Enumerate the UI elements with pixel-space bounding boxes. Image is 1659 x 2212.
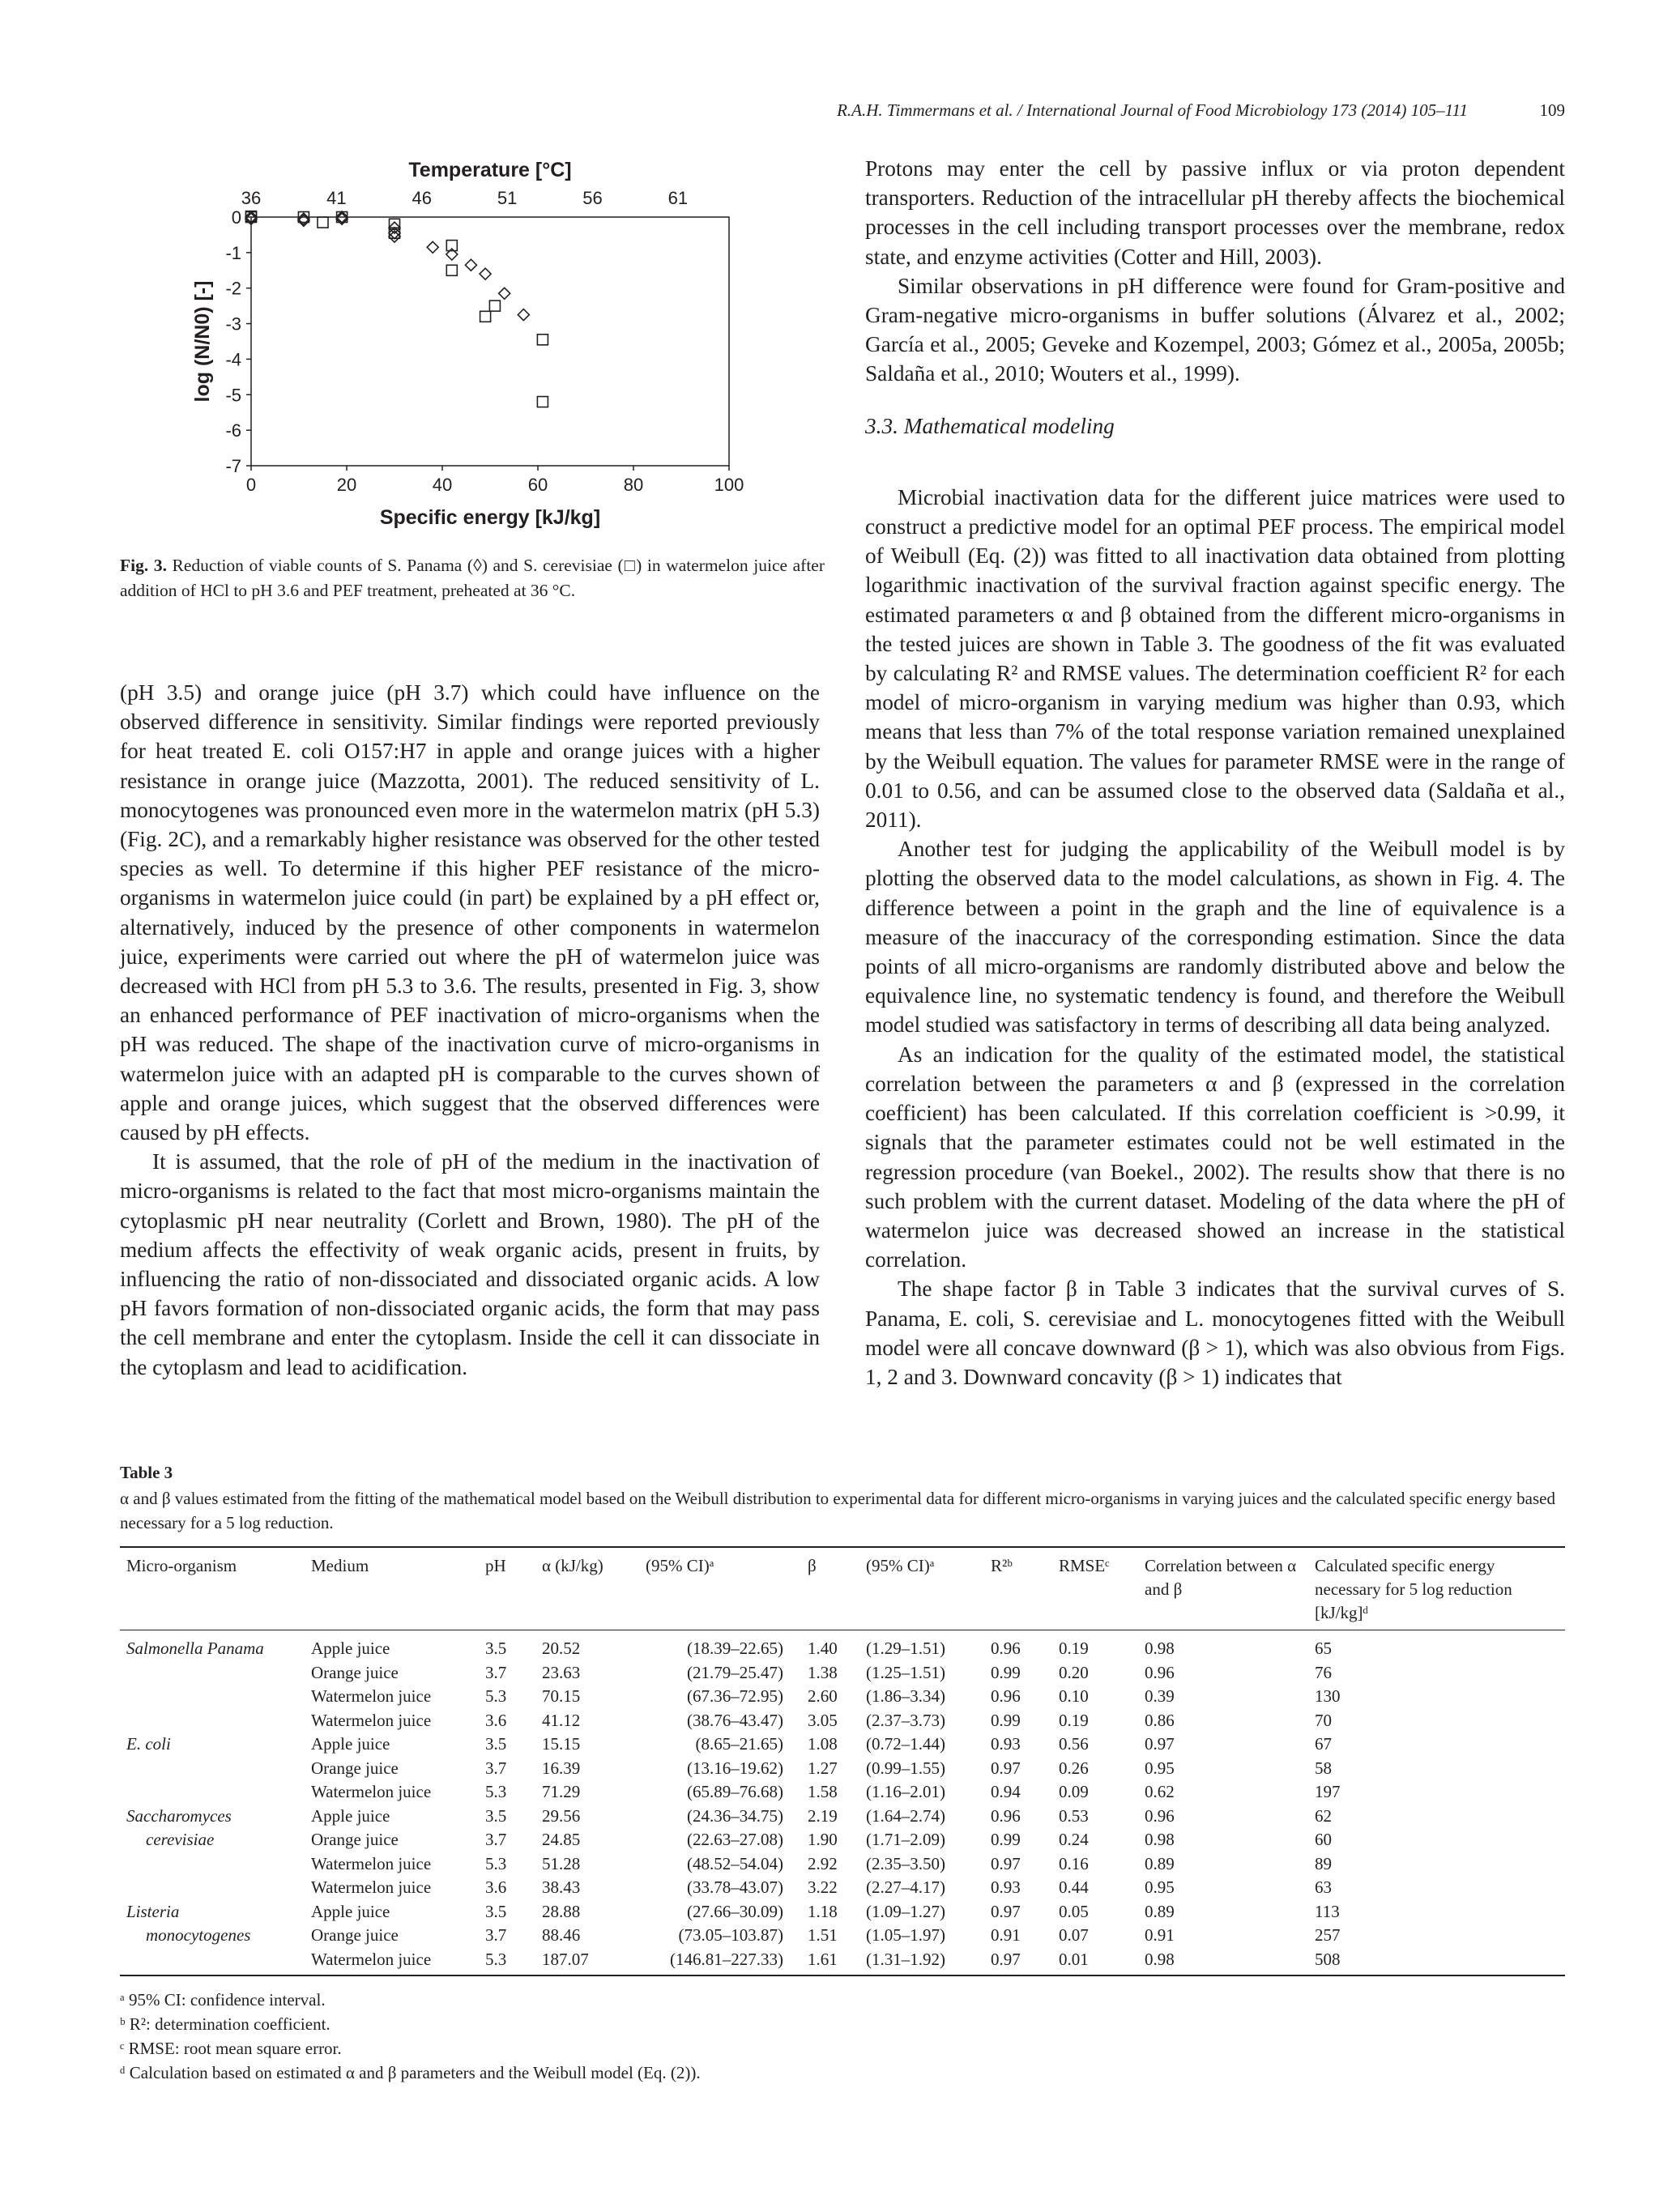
table-cell: Watermelon juice: [311, 1710, 432, 1730]
table-cell: (21.79–25.47): [687, 1662, 783, 1682]
y-tick-label: -4: [225, 349, 241, 370]
table-cell: 130: [1315, 1686, 1341, 1706]
table-row: [120, 1924, 1565, 1948]
table-cell: 197: [1315, 1782, 1341, 1801]
table-cell: 0.97: [1145, 1734, 1175, 1754]
table-cell: (8.65–21.65): [695, 1734, 783, 1754]
paragraph: The shape factor β in Table 3 indicates that the survival curves of S. Panama, E. coli, S. cerevisiae and L. monocytogenes fitted with the Weibull model were all concave downward (β > 1), which was also obvious from Figs. 1, 2 and 3. Downward concavity (β > 1) indicates that: [865, 1276, 1565, 1389]
table-cell: 3.6: [485, 1877, 507, 1897]
table-footnotes: [120, 1988, 1565, 2085]
table-cell: (1.05–1.97): [866, 1925, 945, 1945]
table-cell: Orange juice: [311, 1758, 399, 1778]
table-cell: 1.61: [808, 1949, 838, 1969]
table-cell: 29.56: [542, 1805, 581, 1826]
y-tick-label: -3: [225, 313, 241, 335]
column-header: RMSEᶜ: [1059, 1556, 1110, 1575]
table-cell: 0.62: [1145, 1782, 1175, 1801]
x-axis-title: Specific energy [kJ/kg]: [379, 506, 601, 529]
table-cell: 5.3: [485, 1782, 507, 1801]
table-row: [120, 1709, 1565, 1733]
data-point-s-cerevisiae: [480, 311, 491, 322]
y-axis-title: log (N/N0) [-]: [191, 280, 214, 403]
table-cell: 1.27: [808, 1758, 838, 1778]
table-cell: Watermelon juice: [311, 1853, 432, 1873]
table-cell: 0.05: [1059, 1901, 1089, 1921]
table-cell: Apple juice: [311, 1901, 390, 1921]
paragraph: Protons may enter the cell by passive influx or via proton dependent transporters. Reduction of the intracellular pH thereby affects the biochemical processes in the cell including transport processes over the membrane, redox state, and enzyme activities (Cotter and Hill, 2003).: [865, 156, 1565, 269]
table-cell: 89: [1315, 1853, 1332, 1873]
top-tick-label: 56: [582, 188, 603, 208]
table-cell: (1.64–2.74): [866, 1805, 945, 1826]
table-cell: 0.26: [1059, 1758, 1089, 1778]
table-cell: 3.7: [485, 1758, 507, 1778]
table-cell: 0.97: [991, 1901, 1021, 1921]
table-cell: 1.38: [808, 1662, 838, 1682]
table-cell: 1.08: [808, 1734, 838, 1754]
table-cell: 0.91: [1145, 1925, 1175, 1945]
table-cell: Orange juice: [311, 1925, 399, 1945]
table-cell: (1.25–1.51): [866, 1662, 945, 1682]
figure-caption-label: Fig. 3.: [120, 556, 167, 575]
table-cell: 0.53: [1059, 1805, 1089, 1826]
data-point-s-cerevisiae: [318, 217, 328, 228]
table-cell: 0.96: [991, 1639, 1021, 1658]
table-cell: 3.05: [808, 1710, 838, 1730]
table-cell: 113: [1315, 1901, 1340, 1921]
running-head: R.A.H. Timmermans et al. / International Journal of Food Microbiology 173 (2014) 105–111: [837, 100, 1468, 120]
table-cell: 1.58: [808, 1782, 838, 1801]
table-cell: 0.07: [1059, 1925, 1089, 1945]
x-tick-label: 60: [527, 475, 548, 495]
table-cell: 3.5: [485, 1639, 507, 1658]
table-cell: 0.95: [1145, 1877, 1175, 1897]
y-tick-label: -7: [225, 456, 241, 476]
table-cell: 24.85: [542, 1830, 581, 1849]
table-cell: 0.44: [1059, 1877, 1089, 1897]
running-header: [120, 100, 1565, 133]
table-cell: Salmonella Panama: [126, 1639, 264, 1658]
table-cell: 0.98: [1145, 1830, 1175, 1849]
table-cell: (1.86–3.34): [866, 1686, 945, 1706]
table-cell: 51.28: [542, 1853, 581, 1873]
table-cell: 63: [1315, 1877, 1332, 1897]
x-tick-label: 100: [714, 475, 744, 495]
column-header: Correlation between α and β: [1145, 1556, 1297, 1599]
table-cell: (2.37–3.73): [866, 1710, 945, 1730]
table-header-row: [120, 1547, 1565, 1630]
column-header: (95% CI)ᵃ: [866, 1556, 935, 1575]
table-cell: 0.09: [1059, 1782, 1089, 1801]
column-header: R²ᵇ: [991, 1556, 1013, 1575]
table-cell: (33.78–43.07): [687, 1877, 783, 1897]
table-cell: Orange juice: [311, 1662, 399, 1682]
table-cell: 1.90: [808, 1830, 838, 1849]
table-cell: 3.6: [485, 1710, 507, 1730]
table-cell: 76: [1315, 1662, 1332, 1682]
table-cell: [120, 1757, 305, 1781]
table-cell: 1.40: [808, 1639, 838, 1658]
table-cell: 0.19: [1059, 1639, 1089, 1658]
table-row: [120, 1661, 1565, 1686]
fig3-chart: [120, 146, 825, 551]
table-row: [120, 1780, 1565, 1805]
table-row: [120, 1876, 1565, 1900]
data-point-s-cerevisiae: [537, 335, 548, 345]
top-axis-title: Temperature [°C]: [408, 159, 572, 181]
table-row: [120, 1948, 1565, 1976]
table-cell: Orange juice: [311, 1830, 399, 1849]
y-tick-label: -5: [225, 385, 241, 406]
table-cell: 62: [1315, 1805, 1332, 1826]
table-cell: (1.16–2.01): [866, 1782, 945, 1801]
left-column: [120, 678, 820, 1382]
table-cell: 16.39: [542, 1758, 581, 1778]
table-cell: 0.96: [1145, 1805, 1175, 1826]
paragraph: Similar observations in pH difference were found for Gram-positive and Gram-negative micro-organisms in buffer solutions (Álvarez et al., 2002; García et al., 2005; Geveke and Kozempel, 2003; Gómez et al., 2005a, 2005b; Saldaña et al., 2010; Wouters et al., 1999).: [865, 273, 1565, 386]
table-cell: [120, 1876, 305, 1900]
table-cell: 70.15: [542, 1686, 581, 1706]
table-cell: E. coli: [126, 1734, 171, 1754]
column-header: (95% CI)ᵃ: [646, 1556, 714, 1575]
table-label: Table 3: [120, 1463, 173, 1482]
paragraph: Another test for judging the applicability of the Weibull model is by plotting the observed data to the model calculations, as shown in Fig. 4. The difference between a point in the graph and the line of equivalence is a measure of the inaccuracy of the corresponding estimation. Since the data points of all micro-organisms are randomly distributed above and below the equivalence line, no systematic tendency is found, and therefore the Weibull model studied was satisfactory in terms of describing all data being analyzed.: [865, 837, 1565, 1038]
table-cell: 3.5: [485, 1901, 507, 1921]
data-point-s-panama: [427, 241, 438, 253]
table-cell: 0.39: [1145, 1686, 1175, 1706]
table-cell: (1.71–2.09): [866, 1830, 945, 1849]
data-point-s-panama: [465, 259, 476, 271]
table-cell: 0.93: [991, 1877, 1021, 1897]
paragraph: It is assumed, that the role of pH of the medium in the inactivation of micro-organisms is related to the fact that most micro-organisms maintain the cytoplasmic pH near neutrality (Corlett and Brown, 1980). The pH of the medium affects the effectivity of weak organic acids, present in fruits, by influencing the ratio of non-dissociated and dissociated organic acids. A low pH favors formation of non-dissociated organic acids, the form that may pass the cell membrane and enter the cytoplasm. Inside the cell it can dissociate in the cytoplasm and lead to acidification.: [120, 1149, 820, 1379]
paragraph: (pH 3.5) and orange juice (pH 3.7) which could have influence on the observed difference in sensitivity. Similar findings were reported previously for heat treated E. coli O157:H7 in apple and orange juices with a higher resistance in orange juice (Mazzotta, 2001). The reduced sensitivity of L. monocytogenes was pronounced even more in the watermelon matrix (pH 5.3) (Fig. 2C), and a remarkably higher resistance was observed for the other tested species as well. To determine if this higher PEF resistance of the micro-organisms in watermelon juice could (in part) be explained by a pH effect or, alternatively, induced by the presence of other components in watermelon juice, experiments were carried out where the pH of watermelon juice was decreased with HCl from pH 5.3 to 3.6. The results, presented in Fig. 3, show an enhanced performance of PEF inactivation of micro-organisms when the pH was reduced. The shape of the inactivation curve of micro-organisms in watermelon juice with an adapted pH is comparable to the curves shown of apple and orange juices, which suggest that the observed differences were caused by pH effects.: [120, 680, 820, 1145]
table-cell: 0.94: [991, 1782, 1021, 1801]
table-cell: cerevisiae: [146, 1830, 215, 1849]
table-cell: (73.05–103.87): [678, 1925, 783, 1945]
table-cell: (22.63–27.08): [687, 1830, 783, 1849]
table-row: [120, 1828, 1565, 1852]
table-cell: [120, 1661, 305, 1686]
table-cell: 0.97: [991, 1853, 1021, 1873]
table-row: [120, 1685, 1565, 1709]
top-tick-label: 41: [326, 188, 347, 208]
table-cell: Apple juice: [311, 1805, 390, 1826]
table-cell: 0.89: [1145, 1853, 1175, 1873]
table-cell: 3.7: [485, 1925, 507, 1945]
table-cell: 0.97: [991, 1758, 1021, 1778]
table-cell: (1.29–1.51): [866, 1639, 945, 1658]
table-row: [120, 1805, 1565, 1829]
table-cell: 0.98: [1145, 1949, 1175, 1969]
table-cell: (0.99–1.55): [866, 1758, 945, 1778]
table-cell: [120, 1948, 305, 1976]
x-tick-label: 40: [432, 475, 453, 495]
table-row: [120, 1757, 1565, 1781]
table-cell: 0.91: [991, 1925, 1021, 1945]
table-cell: [120, 1780, 305, 1805]
footnote: ᵃ 95% CI: confidence interval.: [120, 1990, 326, 2010]
table-cell: Watermelon juice: [311, 1686, 432, 1706]
x-tick-label: 80: [623, 475, 644, 495]
top-tick-label: 61: [667, 188, 689, 208]
table-cell: (13.16–19.62): [687, 1758, 783, 1778]
table-cell: Listeria: [126, 1901, 180, 1921]
table-cell: 0.19: [1059, 1710, 1089, 1730]
table-cell: (1.09–1.27): [866, 1901, 945, 1921]
footnote: ᵇ R²: determination coefficient.: [120, 2014, 331, 2034]
table-caption: α and β values estimated from the fitting of the mathematical model based on the Weibull distribution to experimental data for different micro-organisms in varying juices and the calculated specific energy based necessary for a 5 log reduction.: [120, 1489, 1555, 1532]
data-point-s-panama: [499, 288, 510, 299]
top-tick-label: 51: [497, 188, 518, 208]
column-header: Calculated specific energy necessary for 5 log reduction [kJ/kg]ᵈ: [1315, 1556, 1512, 1622]
table-cell: 508: [1315, 1949, 1341, 1969]
figure-caption-text: Reduction of viable counts of S. Panama (◊) and S. cerevisiae (□) in watermelon juice after addition of HCl to pH 3.6 and PEF treatment, preheated at 36 °C.: [120, 556, 825, 600]
table-cell: 28.88: [542, 1901, 581, 1921]
table-cell: [120, 1852, 305, 1877]
table-3: [120, 1463, 1565, 2085]
table-cell: [120, 1685, 305, 1709]
figure-3: [120, 146, 825, 607]
data-point-s-panama: [518, 309, 529, 321]
table-cell: 0.93: [991, 1734, 1021, 1754]
table-cell: 0.95: [1145, 1758, 1175, 1778]
table-cell: 1.51: [808, 1925, 838, 1945]
y-tick-label: 0: [231, 207, 241, 228]
data-point-s-cerevisiae: [446, 265, 457, 275]
table-cell: 41.12: [542, 1710, 581, 1730]
column-header: α (kJ/kg): [542, 1556, 603, 1575]
paragraph: Microbial inactivation data for the different juice matrices were used to construct a predictive model for an optimal PEF process. The empirical model of Weibull (Eq. (2)) was fitted to all inactivation data obtained from plotting logarithmic inactivation of the survival fraction against specific energy. The estimated parameters α and β obtained from the different micro-organisms in the tested juices are shown in Table 3. The goodness of the fit was evaluated by calculating R² and RMSE values. The determination coefficient R² for each model of micro-organism in varying medium was higher than 0.93, which means that less than 7% of the total response variation remained unexplained by the Weibull equation. The values for parameter RMSE were in the range of 0.01 to 0.56, and can be assumed close to the observed data (Saldaña et al., 2011).: [865, 484, 1565, 833]
table-cell: (65.89–76.68): [687, 1782, 783, 1801]
table-cell: 0.97: [991, 1949, 1021, 1969]
y-tick-label: -2: [225, 278, 241, 299]
table-cell: 0.99: [991, 1830, 1021, 1849]
data-point-s-cerevisiae: [537, 397, 548, 407]
table-cell: 0.01: [1059, 1949, 1089, 1969]
table-cell: 2.19: [808, 1805, 838, 1826]
table-cell: Apple juice: [311, 1734, 390, 1754]
table-cell: 0.96: [1145, 1662, 1175, 1682]
table-cell: (146.81–227.33): [670, 1949, 783, 1969]
table-cell: 3.7: [485, 1662, 507, 1682]
table-cell: Apple juice: [311, 1639, 390, 1658]
y-tick-label: -1: [225, 242, 241, 263]
table-cell: 5.3: [485, 1686, 507, 1706]
table-cell: Watermelon juice: [311, 1877, 432, 1897]
table-cell: 67: [1315, 1734, 1332, 1754]
table-cell: 70: [1315, 1710, 1332, 1730]
table-cell: 0.96: [991, 1805, 1021, 1826]
table-cell: 15.15: [542, 1734, 581, 1754]
column-header: β: [808, 1556, 817, 1575]
page-number: 109: [1539, 100, 1565, 120]
table-cell: 58: [1315, 1758, 1332, 1778]
table-cell: Watermelon juice: [311, 1782, 432, 1801]
plot-frame: [251, 217, 729, 466]
table-cell: (27.66–30.09): [687, 1901, 783, 1921]
table-cell: (2.35–3.50): [866, 1853, 945, 1873]
table-cell: 0.98: [1145, 1639, 1175, 1658]
table-cell: 65: [1315, 1639, 1332, 1658]
column-header: Micro-organism: [126, 1556, 237, 1575]
table-row: [120, 1900, 1565, 1924]
data-point-s-panama: [480, 268, 491, 279]
footnote: ᶜ RMSE: root mean square error.: [120, 2039, 342, 2058]
right-column: [865, 154, 1565, 1392]
table-cell: 0.99: [991, 1662, 1021, 1682]
table-cell: 71.29: [542, 1782, 581, 1801]
top-tick-label: 36: [241, 188, 262, 208]
section-heading: 3.3. Mathematical modeling: [865, 413, 1115, 438]
table-cell: 60: [1315, 1830, 1332, 1849]
top-tick-label: 46: [412, 188, 432, 208]
data-table: [120, 1546, 1565, 1976]
table-cell: Watermelon juice: [311, 1949, 432, 1969]
x-tick-label: 20: [336, 475, 357, 495]
table-cell: (24.36–34.75): [687, 1805, 783, 1826]
table-cell: 0.86: [1145, 1710, 1175, 1730]
table-cell: monocytogenes: [146, 1925, 251, 1945]
table-cell: 0.99: [991, 1710, 1021, 1730]
table-cell: 2.92: [808, 1853, 838, 1873]
table-cell: 2.60: [808, 1686, 838, 1706]
table-cell: Saccharomyces: [126, 1805, 232, 1826]
table-cell: 3.5: [485, 1805, 507, 1826]
table-cell: 0.24: [1059, 1830, 1089, 1849]
table-cell: 3.22: [808, 1877, 838, 1897]
paragraph: As an indication for the quality of the estimated model, the statistical correlation between the parameters α and β (expressed in the correlation coefficient) has been calculated. If this correlation coefficient is >0.99, it signals that the parameter estimates could not be well estimated in the regression procedure (van Boekel., 2002). The results show that there is no such problem with the current dataset. Modeling of the data where the pH of watermelon juice was decreased showed an increase in the statistical correlation.: [865, 1042, 1565, 1272]
y-tick-label: -6: [225, 420, 241, 441]
table-cell: (38.76–43.47): [687, 1710, 783, 1730]
table-row: [120, 1630, 1565, 1661]
table-cell: 257: [1315, 1925, 1341, 1945]
table-cell: 1.18: [808, 1901, 838, 1921]
table-cell: 38.43: [542, 1877, 581, 1897]
table-cell: 88.46: [542, 1925, 581, 1945]
table-row: [120, 1733, 1565, 1757]
table-cell: 0.56: [1059, 1734, 1089, 1754]
table-cell: 3.5: [485, 1734, 507, 1754]
table-body: [120, 1630, 1565, 1976]
table-cell: 5.3: [485, 1949, 507, 1969]
table-cell: (2.27–4.17): [866, 1877, 945, 1897]
table-cell: 0.96: [991, 1686, 1021, 1706]
x-tick-label: 0: [245, 475, 257, 495]
table-cell: 5.3: [485, 1853, 507, 1873]
table-row: [120, 1852, 1565, 1877]
table-cell: 0.16: [1059, 1853, 1089, 1873]
table-cell: (0.72–1.44): [866, 1734, 945, 1754]
table-cell: 23.63: [542, 1662, 581, 1682]
footnote: ᵈ Calculation based on estimated α and β parameters and the Weibull model (Eq. (2)).: [120, 2063, 701, 2082]
table-cell: 0.89: [1145, 1901, 1175, 1921]
table-cell: 3.7: [485, 1830, 507, 1849]
table-cell: 0.20: [1059, 1662, 1089, 1682]
table-cell: 0.10: [1059, 1686, 1089, 1706]
table-cell: (1.31–1.92): [866, 1949, 945, 1969]
table-cell: 20.52: [542, 1639, 581, 1658]
table-cell: [120, 1709, 305, 1733]
table-cell: 187.07: [542, 1949, 589, 1969]
column-header: pH: [485, 1556, 506, 1575]
table-cell: (48.52–54.04): [687, 1853, 783, 1873]
column-header: Medium: [311, 1556, 369, 1575]
data-point-s-cerevisiae: [489, 300, 500, 311]
table-cell: (67.36–72.95): [687, 1686, 783, 1706]
figure-caption: [120, 553, 825, 603]
table-cell: (18.39–22.65): [687, 1639, 783, 1658]
